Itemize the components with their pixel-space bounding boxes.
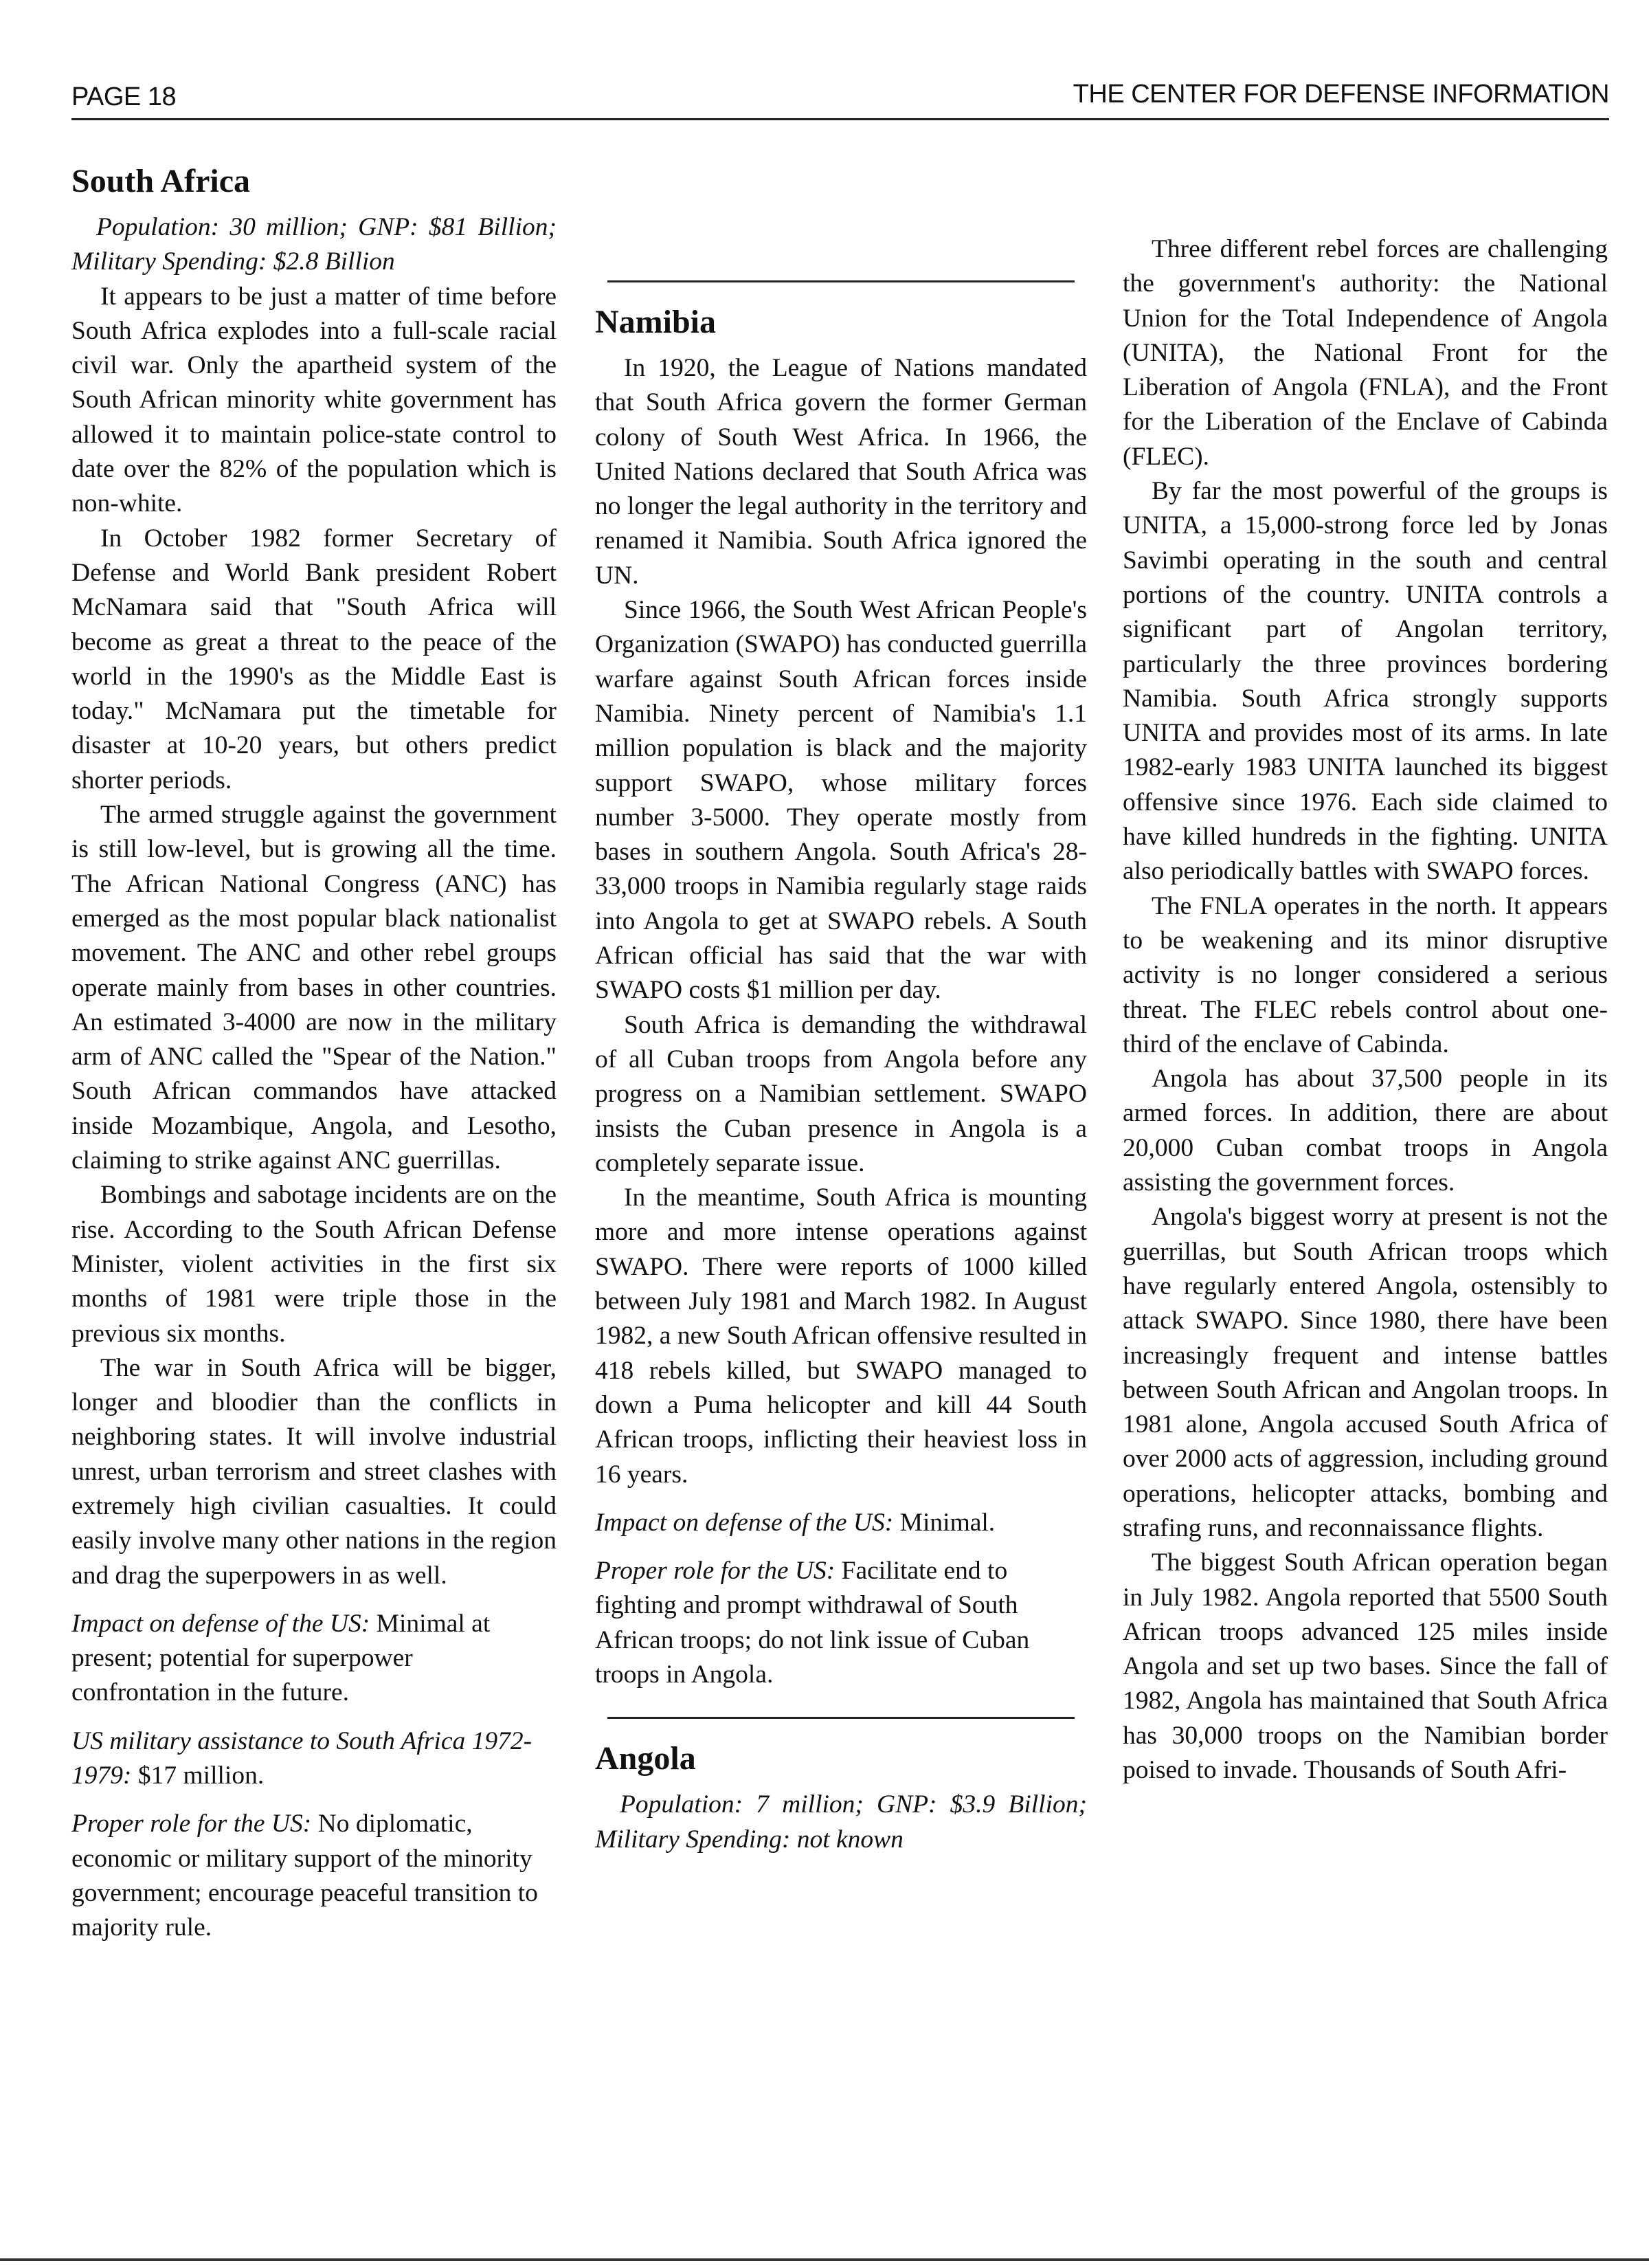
south-africa-title: South Africa bbox=[71, 163, 251, 199]
page-number: PAGE 18 bbox=[71, 82, 177, 111]
south-africa-paragraph-4: Bombings and sabotage incidents are on the rise. According to the South African Defense Minister, violent activities in the first six months of 1981 were triple those in the previous six months. bbox=[71, 1181, 557, 1348]
south-africa-stats: Population: 30 million; GNP: $81 Billion; Military Spending: $2.8 Billion bbox=[71, 213, 557, 276]
angola-paragraph-6: The biggest South African operation began in July 1982. Angola reported that 5500 South African troops advanced 125 miles inside Angola and set up two bases. Since the fall of 1982, Angola has maintained that South Africa has 30,000 troops on the Namibian border poised to invade. Thousands of South Afri- bbox=[1123, 1548, 1608, 1785]
namibia-section-rule bbox=[607, 280, 1075, 282]
south-africa-assistance-text: $17 million. bbox=[137, 1761, 265, 1790]
south-africa-assistance bbox=[71, 1724, 557, 1794]
south-africa-role-label: Proper role for the US: bbox=[71, 1810, 312, 1838]
angola-paragraph-4: Angola has about 37,500 people in its armed forces. In addition, there are about 20,000 Cuban combat troops in Angola assisting the government forces. bbox=[1123, 1065, 1608, 1197]
angola-section-rule bbox=[607, 1717, 1075, 1719]
column-1 bbox=[71, 162, 557, 1946]
page-bottom-rule bbox=[0, 2258, 1649, 2261]
angola-paragraph-3: The FNLA operates in the north. It appears to be weakening and its minor disruptive activity is no longer considered a serious threat. The FLEC rebels control about one-third of the enclave of Cabinda. bbox=[1123, 891, 1608, 1058]
south-africa-impact-label: Impact on defense of the US: bbox=[71, 1609, 370, 1638]
south-africa-assistance-label: US military assistance to South Africa 1972-1979: bbox=[71, 1726, 532, 1790]
namibia-impact-label: Impact on defense of the US: bbox=[595, 1508, 894, 1537]
south-africa-paragraph-1: It appears to be just a matter of time before South Africa explodes into a full-scale racial civil war. Only the apartheid system of the South African minority white government has allowed it to maintain police-state control to date over the 82% of the population which is non-white. bbox=[71, 282, 557, 518]
angola-stats: Population: 7 million; GNP: $3.9 Billion; Military Spending: not known bbox=[595, 1790, 1087, 1854]
angola-paragraph-5: Angola's biggest worry at present is not the guerrillas, but South African troops which have regularly entered Angola, ostensibly to attack SWAPO. Since 1980, there have been increasingly frequent and intense battles between South African and Angolan troops. In 1981 alone, Angola accused South Africa of over 2000 acts of aggression, including ground operations, helicopter attacks, bombing and strafing runs, and reconnaissance flights. bbox=[1123, 1203, 1608, 1542]
angola-paragraph-2: By far the most powerful of the groups is UNITA, a 15,000-strong force led by Jonas Savimbi operating in the south and central portions of the country. UNITA controls a significant part of Angolan territory, particularly the three provinces bordering Namibia. South Africa strongly supports UNITA and provides most of its arms. In late 1982-early 1983 UNITA launched its biggest offensive since 1976. Each side claimed to have killed hundreds in the fighting. UNITA also periodically battles with SWAPO forces. bbox=[1123, 477, 1608, 886]
angola-title: Angola bbox=[595, 1740, 696, 1777]
angola-paragraph-1: Three different rebel forces are challenging the government's authority: the National Union for the Total Independence of Angola (UNITA), the National Front for the Liberation of Angola (FNLA), and the Front for the Liberation of the Enclave of Cabinda (FLEC). bbox=[1123, 235, 1608, 471]
south-africa-role-text: No diplomatic, economic or military support of the minority government; encourage peaceful transition to majority rule. bbox=[71, 1810, 538, 1942]
running-header bbox=[71, 77, 1609, 126]
south-africa-impact-text: Minimal at present; potential for superpower confrontation in the future. bbox=[71, 1609, 491, 1707]
south-africa-impact bbox=[71, 1607, 557, 1711]
namibia-paragraph-2: Since 1966, the South West African People's Organization (SWAPO) has conducted guerrilla warfare against South African forces inside Namibia. Ninety percent of Namibia's 1.1 million population is black and the majority support SWAPO, whose military forces number 3-5000. They operate mostly from bases in southern Angola. South Africa's 28-33,000 troops in Namibia regularly stage raids into Angola to get at SWAPO rebels. A South African official has said that the war with SWAPO costs $1 million per day. bbox=[595, 596, 1087, 1005]
namibia-paragraph-3: South Africa is demanding the withdrawal of all Cuban troops from Angola before any progress on a Namibian settlement. SWAPO insists the Cuban presence in Angola is a completely separate issue. bbox=[595, 1010, 1087, 1177]
column-2-carryover-space bbox=[595, 162, 1087, 256]
column-2 bbox=[595, 162, 1087, 1857]
south-africa-paragraph-2: In October 1982 former Secretary of Defense and World Bank president Robert McNamara said that "South Africa will become as great a threat to the peace of the world in the 1990's as the Middle East is today." McNamara put the timetable for disaster at 10-20 years, but others predict shorter periods. bbox=[71, 524, 557, 794]
south-africa-paragraph-5: The war in South Africa will be bigger, longer and bloodier than the conflicts in neighboring states. It will involve industrial unrest, urban terrorism and street clashes with extremely high civilian casualties. It could easily involve many other nations in the region and drag the superpowers in as well. bbox=[71, 1353, 557, 1590]
publication-title: THE CENTER FOR DEFENSE INFORMATION bbox=[1073, 80, 1609, 109]
namibia-paragraph-4: In the meantime, South Africa is mounting more and more intense operations against SWAPO. There were reports of 1000 killed between July 1981 and March 1982. In August 1982, a new South African offensive resulted in 418 rebels killed, but SWAPO managed to down a Puma helicopter and kill 44 South African troops, inflicting their heaviest loss in 16 years. bbox=[595, 1183, 1087, 1489]
south-africa-role bbox=[71, 1807, 557, 1945]
namibia-role-label: Proper role for the US: bbox=[595, 1557, 835, 1586]
column-3 bbox=[1123, 162, 1608, 1788]
column-3-carryover-space bbox=[1123, 162, 1608, 232]
namibia-title: Namibia bbox=[595, 304, 717, 340]
namibia-impact-text: Minimal. bbox=[899, 1508, 996, 1537]
namibia-role bbox=[595, 1554, 1087, 1692]
namibia-role-text: Facilitate end to fighting and prompt withdrawal of South African troops; do not link issue of Cuban troops in Angola. bbox=[595, 1557, 1030, 1689]
header-rule bbox=[71, 118, 1609, 120]
namibia-paragraph-1: In 1920, the League of Nations mandated that South Africa govern the former German colony of South West Africa. In 1966, the United Nations declared that South Africa was no longer the legal authority in the territory and renamed it Namibia. South Africa ignored the UN. bbox=[595, 354, 1087, 590]
namibia-impact bbox=[595, 1506, 1087, 1540]
south-africa-paragraph-3: The armed struggle against the government is still low-level, but is growing all the time. The African National Congress (ANC) has emerged as the most popular black nationalist movement. The ANC and other rebel groups operate mainly from bases in other countries. An estimated 3-4000 are now in the military arm of ANC called the "Spear of the Nation." South African commandos have attacked inside Mozambique, Angola, and Lesotho, claiming to strike against ANC guerrillas. bbox=[71, 801, 557, 1175]
